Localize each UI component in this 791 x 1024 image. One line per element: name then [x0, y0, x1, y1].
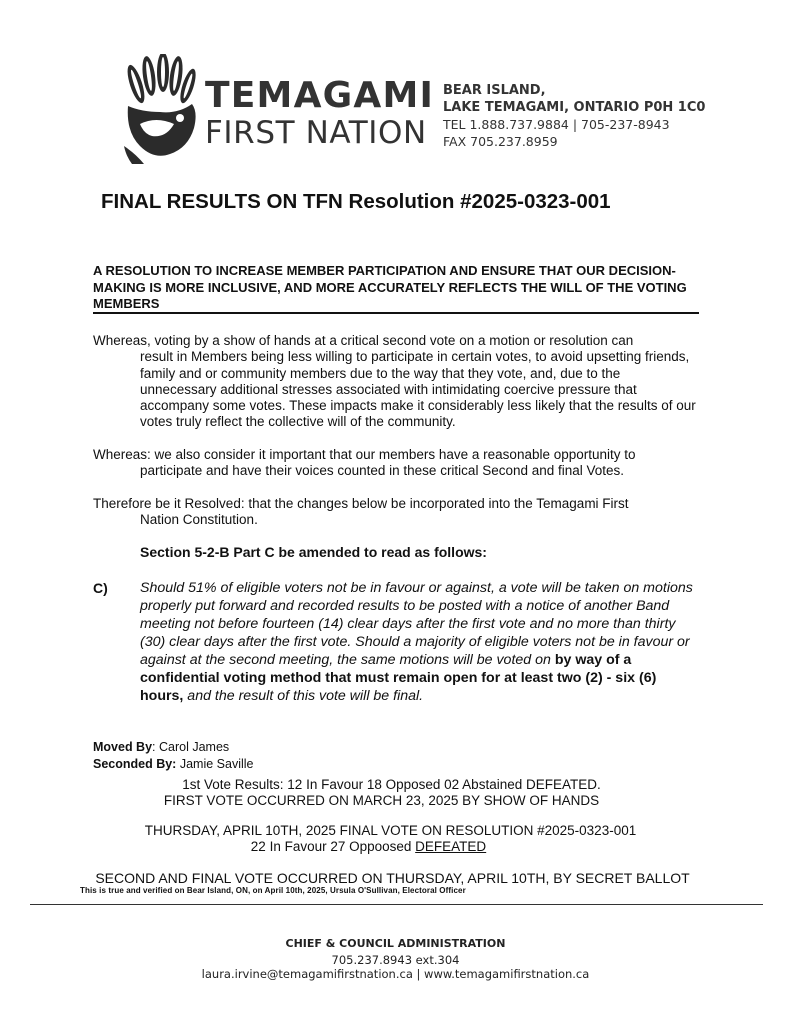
seconded-by — [93, 758, 253, 771]
first-vote-date: FIRST VOTE OCCURRED ON MARCH 23, 2025 BY SHOW OF HANDS — [163, 793, 600, 808]
org-name-line2: FIRST NATION — [205, 115, 427, 151]
hand-feathers-icon — [118, 54, 202, 166]
clause-text-bold: by way of a confidential voting method that must remain open for at least two (2) - six (6) hours, — [140, 652, 657, 704]
resolved-paragraph — [93, 496, 699, 529]
second-vote-note: SECOND AND FINAL VOTE OCCURRED ON THURSDAY, APRIL 10TH, BY SECRET BALLOT — [95, 870, 690, 886]
final-vote-outcome: DEFEATED — [415, 839, 487, 854]
seconded-by-label: Seconded By: — [93, 757, 177, 771]
seconded-by-value: Jamie Saville — [176, 757, 254, 771]
first-vote-results: 1st Vote Results: 12 In Favour 18 Opposed 02 Abstained DEFEATED. — [182, 777, 601, 792]
final-vote-counts: 22 In Favour 27 Oppoosed — [250, 839, 416, 854]
resolved-lead: Therefore be it Resolved: that the changes below be incorporated into the Temagami First — [93, 496, 629, 511]
whereas-1-lead: Whereas, voting by a show of hands at a critical second vote on a motion or resolution can — [93, 333, 634, 348]
footer-phone: 705.237.8943 ext.304 — [331, 953, 460, 967]
phone-line: TEL 1.888.737.9884 | 705-237-8943 — [443, 117, 670, 132]
whereas-1-body: result in Members being less willing to participate in certain votes, to avoid upsetting friends, family and or community members due to the way that they vote, and, due to the unnecessary additional stresses associated with intimidating coercive pressure that accompany some votes. These impacts make it considerably less likely that the results of our votes truly reflect the collective will of the community. — [140, 349, 696, 430]
whereas-2-lead: Whereas: we also consider it important that our members have a reasonable opportunity to — [93, 447, 636, 462]
address-line2: LAKE TEMAGAMI, ONTARIO P0H 1C0 — [443, 100, 706, 115]
subject-divider — [93, 312, 699, 314]
document-title: FINAL RESULTS ON TFN Resolution #2025-0323-001 — [101, 190, 611, 213]
footer-contact: laura.irvine@temagamifirstnation.ca | www.temagamifirstnation.ca — [201, 967, 590, 981]
clause-text — [140, 579, 698, 705]
clause-text-part2: and the result of this vote will be final. — [183, 688, 424, 704]
address-line1: BEAR ISLAND, — [443, 83, 546, 98]
hand-feathers-logo — [118, 54, 202, 166]
resolution-subject: A RESOLUTION TO INCREASE MEMBER PARTICIPATION AND ENSURE THAT OUR DECISION-MAKING IS MORE INCLUSIVE, AND MORE ACCURATELY REFLECTS THE WILL OF THE VOTING MEMBERS — [93, 263, 687, 311]
clause-text-part1: Should 51% of eligible voters not be in favour or against, a vote will be taken on motions properly put forward and recorded results to be posted with a notice of another Band meeting not before fourteen (14) clear days after the first vote and no more than thirty (30) clear days after the first vote. Should a majority of eligible voters not be in favour or against at the second meeting, the same motions will be voted on — [140, 580, 693, 668]
verification-note: This is true and verified on Bear Island, ON, on April 10th, 2025, Ursula O'Sullivan, Electoral Officer — [80, 886, 466, 895]
whereas-paragraph-2 — [93, 447, 699, 480]
moved-by — [93, 741, 229, 754]
footer-divider — [30, 904, 763, 905]
moved-by-value: : Carol James — [152, 740, 230, 754]
moved-by-label: Moved By — [93, 740, 153, 754]
final-vote-line — [0, 840, 764, 854]
org-name-line1: TEMAGAMI — [205, 75, 435, 116]
section-heading: Section 5-2-B Part C be amended to read as follows: — [140, 544, 487, 560]
resolved-body: Nation Constitution. — [140, 512, 258, 528]
whereas-paragraph-1 — [93, 333, 699, 431]
footer-heading: CHIEF & COUNCIL ADMINISTRATION — [285, 937, 506, 950]
fax-line: FAX 705.237.8959 — [443, 134, 558, 149]
clause-label: C) — [93, 580, 108, 596]
final-vote-heading: THURSDAY, APRIL 10TH, 2025 FINAL VOTE ON RESOLUTION #2025-0323-001 — [144, 823, 637, 838]
whereas-2-body: participate and have their voices counted in these critical Second and final Votes. — [140, 463, 625, 479]
